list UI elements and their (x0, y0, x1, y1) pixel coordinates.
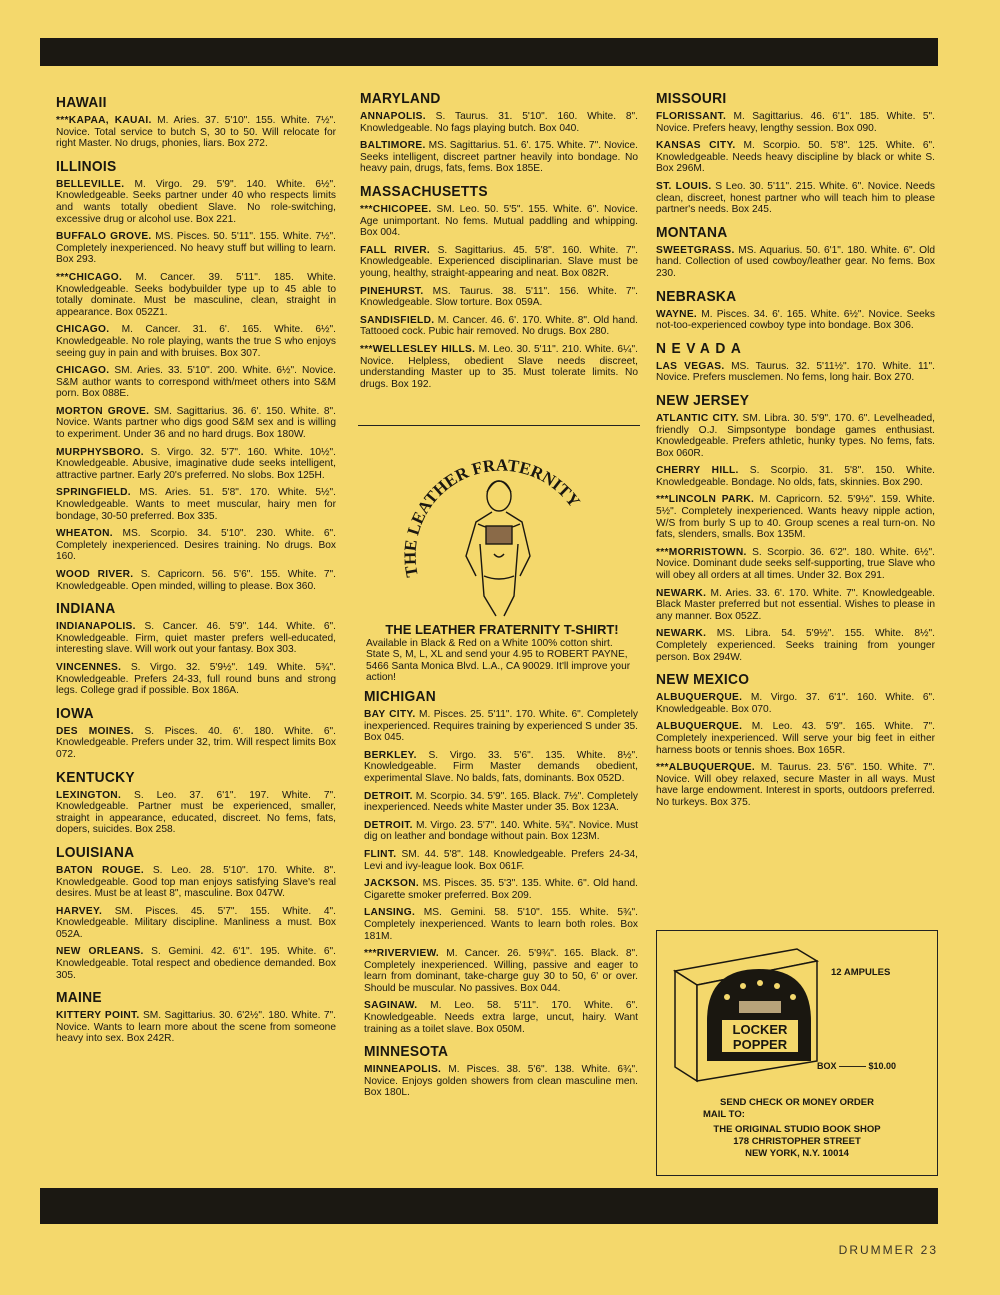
ad-text: S. Leo. 28. 5'10". 170. White. 8". Knowledgeable. Good top man enjoys satisfying Slave's real desires. Must be at least 8", masculine. Box 047W. (56, 864, 336, 900)
classified-ad (360, 315, 638, 338)
ad-city: MINNEAPOLIS. (364, 1064, 442, 1076)
column-3 (656, 82, 935, 815)
ad-city: NEWARK. (656, 628, 707, 640)
ad-text: M. Leo. 58. 5'11". 170. White. 6". Knowledgeable. Needs extra large, uncut, hairy. Want training as a toilet slave. Box 050M. (364, 1000, 638, 1035)
ad-city: CHICAGO. (56, 365, 110, 377)
classified-ad (56, 906, 336, 941)
arc-title: THE LEATHER FRATERNITY (400, 455, 584, 579)
ad-city: FALL RIVER. (360, 244, 431, 256)
state-heading: MARYLAND (360, 90, 441, 107)
classified-ad (56, 946, 336, 981)
classified-ad (656, 721, 935, 756)
ad-text: S. Pisces. 40. 6'. 180. White. 6". Knowledgeable. Prefers under 32, trim. Will respect limits Box 072. (56, 725, 336, 760)
ad-text: M. Cancer. 31. 6'. 165. White. 6½". Knowledgeable. No role playing, wants the true S who enjoys seeing guy in pain and with bruises. Box 307. (56, 324, 336, 359)
ad-text: SM. Libra. 30. 5'9". 170. 6". Levelheaded, friendly O.J. Simpsontype bondage games enthusiast. Knowledgeable. Prefers athletic, hunky types. No fems, fats. Box 060R. (656, 412, 935, 459)
locker-popper-box-illustration (657, 931, 937, 1091)
state-heading: MISSOURI (656, 90, 727, 107)
ad-text: S. Virgo. 32. 5'7". 160. White. 10½". Knowledgeable. Abusive, imaginative dude seeks intelligent, attractive partner. Early 20's preferred. No slobs. Box 125H. (56, 446, 336, 481)
ad-text: SM. Aries. 33. 5'10". 200. White. 6½". Novice. S&M author wants to correspond with/meet others into S&M porn. Box 088E. (56, 365, 336, 400)
ad-text: M. Cancer. 46. 6'. 170. White. 8". Old hand. Tattooed cock. Pubic hair removed. No drugs. Box 280. (360, 314, 638, 338)
ad-city: KANSAS CITY. (656, 140, 736, 152)
state-heading: HAWAII (56, 94, 107, 111)
ad-text: MS. Taurus. 38. 5'11". 156. White. 7". Knowledgeable. Slow torture. Box 059A. (360, 285, 638, 309)
ad-text: MS. Sagittarius. 51. 6'. 175. White. 7". Novice. Seeks intelligent, discreet partner heavily into bondage. No heavy pain, drugs, fats, fems. Box 185E. (360, 140, 638, 175)
ad-city: CHICAGO. (56, 324, 110, 336)
ad-text: MS. Pisces. 50. 5'11". 155. White. 7½". Completely inexperienced. No heavy stuff but willing to learn. Box 293. (56, 231, 336, 266)
ad-text: S. Scorpio. 36. 6'2". 180. White. 6½". Novice. Dominant dude seeks self-supporting, true Slave who will obey all orders at all times. Under 32. Box 291. (656, 546, 935, 582)
ad-city: ***CHICOPEE. (360, 203, 432, 215)
classified-ad (364, 1064, 638, 1099)
classified-ad (364, 709, 638, 744)
classified-ad (56, 1010, 336, 1045)
ad-city: ANNAPOLIS. (360, 111, 426, 122)
ad-city: PINEHURST. (360, 285, 424, 297)
ad-city: DES MOINES. (56, 725, 134, 737)
ad-city: BUFFALO GROVE. (56, 231, 152, 243)
column-2 (360, 82, 638, 396)
ad-city: LANSING. (364, 907, 416, 919)
classified-ad (656, 140, 935, 175)
shop-street: 178 CHRISTOPHER STREET (733, 1136, 861, 1147)
state-heading: LOUISIANA (56, 843, 135, 861)
classified-ad (56, 179, 336, 225)
ad-text: M. Pisces. 25. 5'11". 170. White. 6". Completely inexperienced. Requires training by experienced S under 35. Box 045. (364, 709, 639, 744)
ad-text: MS. Aquarius. 50. 6'1". 180. White. 6". Old hand. Collection of used cowboy/leather gear. No fems. Box 230. (656, 244, 935, 279)
shop-city: NEW YORK, N.Y. 10014 (745, 1148, 849, 1159)
ad-text: SM. Sagittarius. 30. 6'2½". 180. White. 7". Novice. Wants to learn more about the scene from someone heavy into sex. Box 242R. (56, 1010, 336, 1045)
ad-city: SPRINGFIELD. (56, 487, 131, 499)
classified-ad (364, 750, 638, 785)
price-label: BOX ——— $10.00 (817, 1061, 897, 1071)
classified-ad (364, 791, 638, 814)
state-heading: ILLINOIS (56, 157, 117, 175)
ad-text: S. Virgo. 33. 5'6". 135. White. 8½". Knowledgeable. Firm Master demands obedient, experimental Slave. No balds, fats, dominants. Box 052D. (364, 749, 638, 784)
ad-city: ALBUQUERQUE. (656, 692, 743, 704)
leather-ad-body: Available in Black & Red on a White 100% cotton shirt. State S, M, L, XL and send your 4.95 to ROBERT PAYNE, 5466 Santa Monica Blvd. L.A., CA 90029. It'll improve your action! (366, 637, 631, 684)
column-1 (56, 86, 336, 1051)
ad-city: BALTIMORE. (360, 140, 426, 152)
classified-ad (56, 115, 336, 150)
classified-ad (656, 628, 935, 663)
classified-ad (56, 528, 336, 563)
ad-city: BERKLEY. (364, 749, 417, 761)
classified-ad (56, 324, 336, 359)
top-black-bar (40, 38, 938, 66)
classified-ad (56, 447, 336, 482)
ad-city: BATON ROUGE. (56, 864, 144, 876)
ad-city: SANDISFIELD. (360, 314, 435, 326)
ad-city: ATLANTIC CITY. (656, 412, 739, 424)
classified-ad (56, 406, 336, 441)
ad-text: S. Leo. 37. 6'1". 197. White. 7". Knowledgeable. Partner must be experienced, smaller, straight in appearance, educated, discreet. No fems, fats, dopers, suicides. Box 258. (56, 789, 336, 836)
classified-ad (360, 140, 638, 175)
classified-ad (360, 204, 638, 239)
ad-city: LEXINGTON. (56, 789, 122, 801)
classified-ad (360, 111, 638, 134)
ad-text: MS. Libra. 54. 5'9½". 155. White. 8½". Completely experienced. Seeks training from younger person. Box 294W. (656, 628, 935, 663)
ad-text: MS. Gemini. 58. 5'10". 155. White. 5¾". Completely inexperienced. Wants to learn both roles. Box 181M. (364, 907, 638, 942)
ad-city: MORTON GROVE. (56, 405, 150, 417)
ad-text: MS. Taurus. 32. 5'11½". 170. White. 11". Novice. Prefers musclemen. No fems, long hair. Box 270. (656, 360, 935, 384)
ad-text: S. Scorpio. 31. 5'8". 150. White. Knowledgeable. Bondage. No olds, fats, skinnies. Box 290. (656, 465, 935, 488)
classified-ad (656, 111, 935, 134)
classified-ad (656, 692, 935, 715)
classified-ad (56, 231, 336, 266)
ad-city: BAY CITY. (364, 709, 416, 720)
locker-popper-ad (656, 930, 938, 1176)
logo-line-1: LOCKER (732, 1022, 788, 1037)
ad-text: SM. Leo. 50. 5'5". 155. White. 6". Novice. Age unimportant. No fems. Mutual paddling and whipping. Box 004. (360, 203, 638, 239)
ad-text: M. Sagittarius. 46. 6'1". 185. White. 5". Novice. Prefers heavy, lengthy session. Box 090. (656, 111, 935, 134)
ad-text: M. Taurus. 23. 5'6". 150. White. 7". Novice. Will obey relaxed, secure Master in all ways. Must have large endowment. Interest in sports, outdoors preferred. No turkeys. Box 375. (656, 762, 935, 808)
ad-text: S. Capricorn. 56. 5'6". 155. White. 7". Knowledgeable. Open minded, willing to please. Box 360. (56, 569, 336, 592)
ad-text: S. Cancer. 46. 5'9". 144. White. 6". Knowledgeable. Firm, quiet master prefers well-educated, interesting slave. Will work out your fantasy. Box 303. (56, 621, 336, 656)
order-info (657, 1097, 937, 1160)
ad-text: SM. Sagittarius. 36. 6'. 150. White. 8". Novice. Wants partner who digs good S&M sex and is willing to experiment. Under 36 and no hard drugs. Box 180W. (56, 405, 336, 441)
ad-city: DETROIT. (364, 819, 413, 831)
classified-ad (56, 662, 336, 697)
ad-city: CHERRY HILL. (656, 465, 739, 477)
bottom-black-bar (40, 1188, 938, 1224)
ad-text: M. Pisces. 38. 5'6". 138. White. 6¾". Novice. Enjoys golden showers from clean masculine men. Box 180L. (364, 1064, 638, 1099)
classified-ad (360, 286, 638, 309)
classified-ad (656, 465, 935, 488)
classified-ad (656, 361, 935, 384)
classified-ad (56, 621, 336, 656)
classified-ad (364, 1000, 638, 1035)
ad-city: SAGINAW. (364, 1000, 418, 1012)
classified-ad (56, 487, 336, 522)
ad-city: VINCENNES. (56, 661, 122, 673)
classified-ad (656, 413, 935, 459)
classified-ad (364, 849, 638, 872)
ad-city: ***CHICAGO. (56, 271, 123, 283)
column-2-lower (364, 688, 638, 1105)
ad-city: FLINT. (364, 848, 397, 860)
page-footer: DRUMMER 23 (838, 1243, 938, 1257)
logo-line-2: POPPER (732, 1037, 788, 1052)
ad-city: ALBUQUERQUE. (656, 721, 743, 733)
ad-city: NEWARK. (656, 587, 707, 599)
ad-city: JACKSON. (364, 878, 420, 890)
classified-ad (656, 588, 935, 623)
classified-ad (56, 726, 336, 761)
state-heading: MONTANA (656, 223, 728, 241)
ad-city: HARVEY. (56, 905, 103, 917)
ad-text: M. Cancer. 39. 5'11". 185. White. Knowledgeable. Seeks bodybuilder type up to 45 able to totally dominate. Must be masculine, clean, straight in appearance. Box 052Z1. (56, 271, 336, 318)
state-heading: KENTUCKY (56, 768, 135, 786)
leather-ad-title: THE LEATHER FRATERNITY T-SHIRT! (385, 622, 619, 637)
state-heading: NEW JERSEY (656, 391, 750, 409)
ad-city: MURPHYSBORO. (56, 446, 144, 458)
ad-text: MS. Aries. 51. 5'8". 170. White. 5½". Knowledgeable. Wants to meet muscular, hairy men for bondage, 30-50 preferred. Box 335. (56, 487, 336, 522)
classified-ad (364, 878, 638, 901)
ad-city: WHEATON. (56, 528, 113, 540)
ad-text: M. Scorpio. 34. 5'9". 165. Black. 7½". Completely inexperienced. Needs white Master under 35. Box 123A. (364, 790, 638, 814)
shop-name: THE ORIGINAL STUDIO BOOK SHOP (713, 1124, 881, 1135)
ad-city: NEW ORLEANS. (56, 946, 144, 958)
state-heading: NEW MEXICO (656, 671, 750, 689)
ad-text: M. Capricorn. 52. 5'9½". 159. White. 5½". Completely inexperienced. Wants heavy nipple action, W/S from burly S up to 40. Group scenes a real turn-on. No fats, slenders, smalls. Box 135M. (656, 494, 935, 541)
ad-city: ***ALBUQUERQUE. (656, 762, 756, 774)
leather-fraternity-copy (366, 624, 638, 684)
state-heading: MICHIGAN (364, 688, 436, 705)
classified-ad (56, 365, 336, 400)
ad-city: FLORISSANT. (656, 111, 727, 122)
state-heading: MAINE (56, 989, 102, 1007)
state-heading: IOWA (56, 704, 94, 722)
ad-text: S. Sagittarius. 45. 5'8". 160. White. 7". Knowledgeable. Experienced disciplinarian. Slave must be young, healthy, straight-appearing and neat. Box 082R. (360, 244, 639, 279)
ampules-label: 12 AMPULES (831, 967, 891, 978)
classified-ad (656, 547, 935, 582)
leather-fraternity-illustration (358, 426, 640, 626)
state-heading: MINNESOTA (364, 1043, 449, 1061)
ad-city: WOOD RIVER. (56, 569, 134, 580)
classified-ad (56, 272, 336, 318)
classified-ad (656, 245, 935, 280)
classified-ad (656, 494, 935, 540)
classified-ad (360, 344, 638, 390)
ad-text: M. Aries. 33. 6'. 170. White. 7". Knowledgeable. Black Master preferred but not essential. Wishes to please in any manner. Box 052Z. (656, 587, 935, 622)
ad-text: M. Virgo. 29. 5'9". 140. White. 6½". Knowledgeable. Seeks partner under 40 who respects limits and wants totally obedient Slave. No role-switching, excessive drug or alcohol use. Box 221. (56, 178, 336, 225)
ad-city: KITTERY POINT. (56, 1010, 140, 1022)
order-line-2: MAIL TO: (703, 1109, 745, 1120)
ad-city: ***LINCOLN PARK. (656, 494, 755, 506)
ad-city: DETROIT. (364, 790, 413, 802)
classified-ad (364, 907, 638, 942)
ad-text: S. Virgo. 32. 5'9½". 149. White. 5¾". Knowledgeable. Prefers 24-33, full round buns and strong legs. College grad if possible. Box 186A. (56, 661, 336, 697)
state-heading: MASSACHUSETTS (360, 182, 488, 200)
ad-text: S. Taurus. 31. 5'10". 160. White. 8". Knowledgeable. No fags playing butch. Box 040. (360, 111, 638, 134)
ad-city: ***KAPAA, KAUAI. (56, 115, 152, 126)
state-heading: NEBRASKA (656, 287, 737, 305)
state-heading: NEVADA (656, 339, 747, 357)
ad-text: SM. Pisces. 45. 5'7". 155. White. 4". Knowledgeable. Military discipline. Manliness a must. Box 052A. (56, 905, 336, 940)
ad-text: S. Gemini. 42. 6'1". 195. White. 6". Knowledgeable. Total respect and obedience demanded. Box 305. (56, 946, 336, 981)
classified-ad (364, 820, 638, 843)
classified-ad (656, 762, 935, 808)
ad-text: M. Pisces. 34. 6'. 165. White. 6½". Novice. Seeks not-too-experienced cowboy type into bondage. Box 306. (656, 308, 935, 332)
classified-ad (364, 948, 638, 994)
ad-text: M. Virgo. 37. 6'1". 160. White. 6". Knowledgeable. Box 070. (656, 692, 935, 715)
state-heading: INDIANA (56, 600, 116, 618)
ad-text: S Leo. 30. 5'11". 215. White. 6". Novice. Needs clean, discreet, honest partner who will teach him to please partner's needs. Box 245. (656, 180, 935, 216)
classified-ad (360, 245, 638, 280)
ad-city: WAYNE. (656, 308, 698, 320)
ad-text: M. Scorpio. 50. 5'8". 125. White. 6". Knowledgeable. Needs heavy discipline by black or white S. Box 296M. (656, 140, 936, 175)
ad-city: BELLEVILLE. (56, 178, 125, 190)
order-line-1: SEND CHECK OR MONEY ORDER (720, 1097, 874, 1108)
ad-text: M. Aries. 37. 5'10". 155. White. 7½". Novice. Total service to butch S, 30 to 50. Will relocate for right Master. No drugs, phonies, liars. Box 272. (56, 115, 336, 150)
classified-ad (656, 309, 935, 332)
ad-city: ***WELLESLEY HILLS. (360, 343, 476, 355)
ad-city: ST. LOUIS. (656, 180, 712, 192)
ad-text: MS. Scorpio. 34. 5'10". 230. White. 6". Completely inexperienced. Desires training. No drugs. Box 160. (56, 528, 336, 563)
classified-ad (56, 790, 336, 836)
ad-text: M. Leo. 30. 5'11". 210. White. 6¼". Novice. Helpless, obedient Slave needs discreet, understanding Master up to 35. Must tolerate limits. No drugs. Box 192. (360, 343, 638, 390)
ad-city: LAS VEGAS. (656, 360, 725, 372)
ad-text: SM. 44. 5'8". 148. Knowledgeable. Prefers 24-34, Levi and ivy-league look. Box 061F. (364, 848, 638, 872)
ad-city: INDIANAPOLIS. (56, 621, 136, 633)
ad-text: M. Virgo. 23. 5'7". 140. White. 5¾". Novice. Must dig on leather and bondage without pain. Box 123M. (364, 819, 638, 843)
classified-ad (56, 569, 336, 592)
ad-city: ***MORRISTOWN. (656, 546, 747, 558)
classified-ad (56, 865, 336, 900)
ad-text: MS. Pisces. 35. 5'3". 135. White. 6". Old hand. Cigarette smoker preferred. Box 209. (364, 878, 638, 901)
ad-text: M. Cancer. 26. 5'9¾". 165. Black. 8". Completely inexperienced. Willing, passive and eager to learn from dominant, take-charge guy 30 to 50, 6' or over. Should be muscular. No passives. Box 044. (364, 948, 638, 994)
classified-ad (656, 181, 935, 216)
ad-city: SWEETGRASS. (656, 244, 735, 256)
ad-text: M. Leo. 43. 5'9". 165. White. 7". Completely inexperienced. Will serve your big feet in either harness boots or tennis shoes. Box 165R. (656, 721, 935, 756)
ad-city: ***RIVERVIEW. (364, 948, 440, 960)
